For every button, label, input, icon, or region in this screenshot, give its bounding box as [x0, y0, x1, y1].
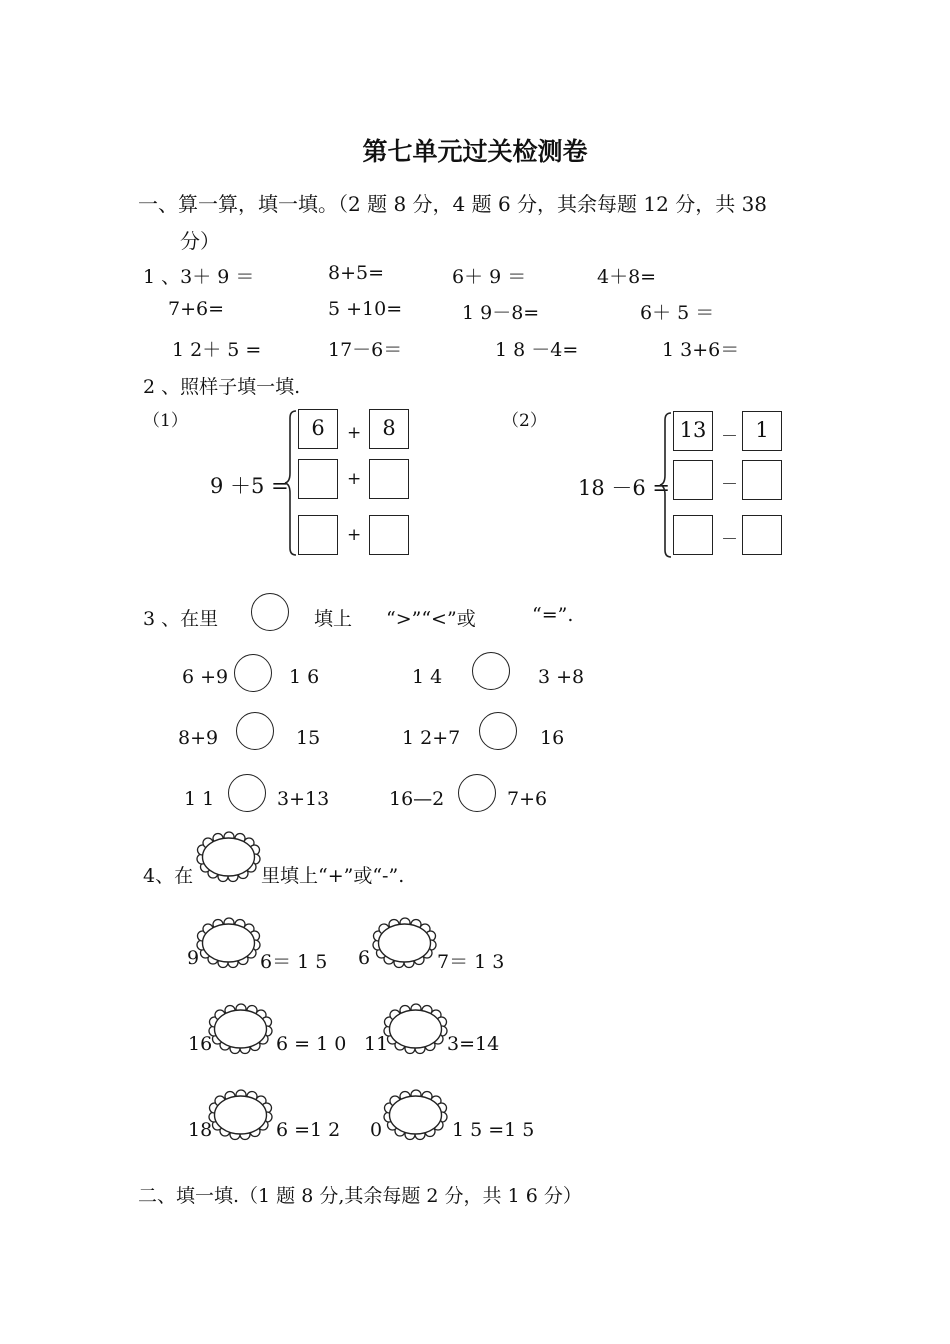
q4-item5-left: 18 — [188, 1119, 213, 1141]
q3-item1-left: 6 +9 — [182, 666, 229, 688]
q2-left-op-3: + — [347, 525, 362, 545]
q2-left-blank-a2[interactable] — [298, 515, 338, 555]
q2-left-example-b: 8 — [369, 409, 409, 449]
q1-r2-c1: 7+6= — [168, 298, 225, 320]
q3-item3-circle[interactable] — [236, 712, 274, 750]
q4-item2-left: 6 — [358, 947, 371, 969]
part1-heading: 一、算一算，填一填。（2 题 8 分，4 题 6 分，其余每题 12 分，共 38 — [138, 192, 768, 216]
q2-left-op-2: + — [347, 469, 362, 489]
q2-left-example-a: 6 — [298, 409, 338, 449]
q3-heading-c: “>”“<”或 — [386, 608, 476, 630]
q3-heading-a: 3 、在里 — [143, 608, 219, 630]
q2-right-blank-b2[interactable] — [742, 515, 782, 555]
q2-left-blank-b1[interactable] — [369, 459, 409, 499]
q3-item3-right: 15 — [296, 727, 321, 749]
q4-item1-left: 9 — [187, 947, 200, 969]
q1-r1-c3: 6＋ 9 ＝ — [452, 266, 527, 288]
q3-item6-left: 16—2 — [389, 788, 445, 810]
q4-item4-right: 3=14 — [447, 1033, 500, 1055]
q2-left-brace — [284, 410, 298, 556]
page-title: 第七单元过关检测卷 — [362, 137, 588, 166]
q4-item4-left: 11 — [364, 1033, 389, 1055]
q1-r2-c2: 5 +10= — [328, 298, 403, 320]
q3-heading-circle-icon — [251, 593, 289, 631]
q2-left-op-1: + — [347, 423, 362, 443]
q2-right-expr: 18 －6 = — [578, 476, 671, 500]
q3-item4-circle[interactable] — [479, 712, 517, 750]
q3-item1-right: 1 6 — [289, 666, 320, 688]
q4-item4-flower[interactable] — [385, 1004, 447, 1054]
q3-item3-left: 8+9 — [178, 727, 219, 749]
q2-right-brace — [659, 412, 673, 558]
q3-heading-b: 填上 — [314, 608, 353, 630]
q3-item1-circle[interactable] — [234, 654, 272, 692]
q3-item6-right: 7+6 — [507, 788, 548, 810]
q2-left-label: （1） — [143, 411, 188, 431]
q3-item5-left: 1 1 — [184, 788, 215, 810]
part1-heading-cont: 分） — [180, 229, 220, 253]
q4-item1-flower[interactable] — [198, 918, 260, 968]
q4-item5-right: 6 =1 2 — [276, 1119, 341, 1141]
q1-r2-c4: 6＋ 5 ＝ — [640, 302, 715, 324]
q4-item3-right: 6 = 1 0 — [276, 1033, 347, 1055]
q1-r3-c3: 1 8 －4= — [495, 339, 579, 361]
q1-r2-c3: 1 9－8= — [462, 302, 540, 324]
q4-item3-left: 16 — [188, 1033, 213, 1055]
q2-right-blank-a1[interactable] — [673, 460, 713, 500]
q3-item4-left: 1 2+7 — [402, 727, 461, 749]
q2-right-op-1: － — [721, 427, 738, 447]
q2-right-blank-a2[interactable] — [673, 515, 713, 555]
q1-r1-c1: 1 、3＋ 9 ＝ — [143, 266, 255, 288]
q4-item6-left: 0 — [370, 1119, 383, 1141]
q4-item1-right: 6＝ 1 5 — [260, 951, 328, 973]
q2-right-example-a: 13 — [673, 411, 713, 451]
q4-item6-flower[interactable] — [385, 1090, 447, 1140]
q3-item2-left: 1 4 — [412, 666, 443, 688]
q1-r1-c2: 8+5= — [328, 262, 385, 284]
q4-heading-flower-icon — [198, 832, 260, 882]
q4-item2-flower[interactable] — [374, 918, 436, 968]
q2-left-expr: 9 ＋5 = — [210, 474, 289, 498]
q1-r3-c1: 1 2＋ 5 = — [172, 339, 262, 361]
q4-item3-flower[interactable] — [210, 1004, 272, 1054]
q2-right-op-2: － — [721, 475, 738, 495]
q1-r1-c4: 4＋8= — [597, 266, 657, 288]
q3-item6-circle[interactable] — [458, 774, 496, 812]
q4-heading-b: 里填上“+”或“-”. — [261, 865, 405, 887]
q2-right-label: （2） — [502, 411, 547, 431]
q3-item2-circle[interactable] — [472, 652, 510, 690]
q2-right-blank-b1[interactable] — [742, 460, 782, 500]
q4-heading-a: 4、在 — [143, 865, 194, 887]
q4-item2-right: 7＝ 1 3 — [437, 951, 505, 973]
q1-r3-c2: 17－6＝ — [328, 339, 403, 361]
q3-item4-right: 16 — [540, 727, 565, 749]
q4-item6-right: 1 5 =1 5 — [452, 1119, 535, 1141]
q2-heading: 2 、照样子填一填. — [143, 376, 301, 398]
q2-left-blank-a1[interactable] — [298, 459, 338, 499]
q2-right-example-b: 1 — [742, 411, 782, 451]
q3-item2-right: 3 +8 — [538, 666, 585, 688]
q2-right-op-3: － — [721, 530, 738, 550]
q3-item5-circle[interactable] — [228, 774, 266, 812]
q3-heading-d: “=”. — [532, 604, 574, 626]
q4-item5-flower[interactable] — [210, 1090, 272, 1140]
q3-item5-right: 3+13 — [277, 788, 330, 810]
part2-heading: 二、填一填.（1 题 8 分,其余每题 2 分，共 1 6 分） — [138, 1185, 582, 1207]
q2-left-blank-b2[interactable] — [369, 515, 409, 555]
q1-r3-c4: 1 3+6＝ — [662, 339, 740, 361]
